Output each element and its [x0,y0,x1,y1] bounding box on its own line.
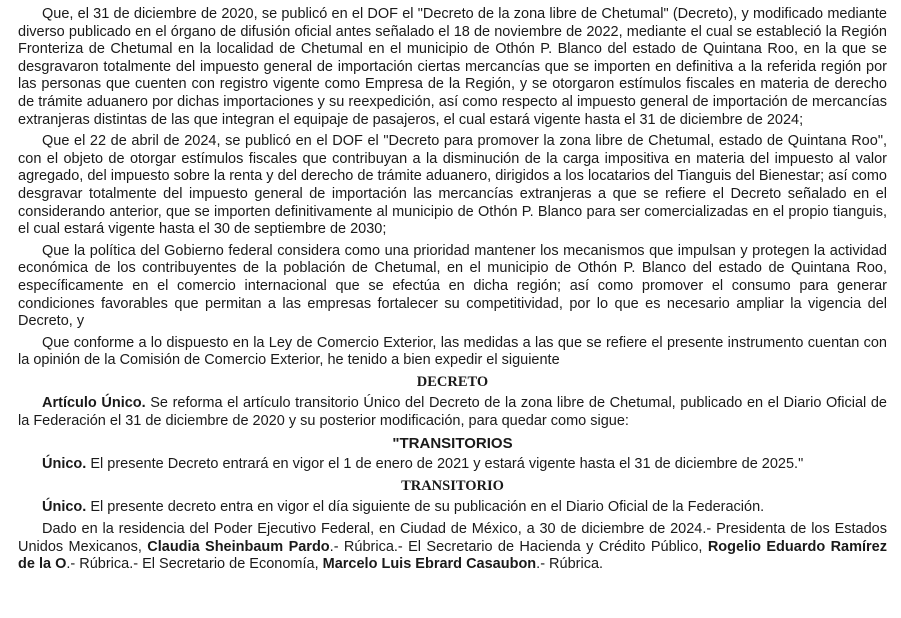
closing-text-1: Dado en la residencia del Poder Ejecutivo Federal, en Ciudad de México, a 30 de diciembre de 2024.- Presidenta de los Estados Unidos Mexicanos, [18,521,887,555]
closing-text-4: .- Rúbrica. [536,556,604,573]
articulo-unico-label: Artículo Único. [42,395,146,412]
considerando-1: Que, el 31 de diciembre de 2020, se publicó en el DOF el "Decreto de la zona libre de Chetumal" (Decreto), y modificado mediante diverso publicado en el órgano de difusión oficial antes señalado el 18 de noviembre de 2022, mediante el cual se estableció la Región Fronteriza de Chetumal en la localidad de Chetumal en el municipio de Othón P. Blanco del estado de Quintana Roo, en la que se desgravaron totalmente del impuesto general de importación ciertas mercancías que se importen en definitiva a la referida región por las personas que cuenten con registro vigente como Empresa de la Región, y se otorgaron estímulos fiscales en materia de derecho de trámite aduanero por dichas importaciones y su reexpedición, así como respecto al impuesto general de importación de mercancías extranjeras distintas de las que integran el equipaje de pasajeros, el cual estará vigente hasta el 31 de diciembre de 2024; [18,6,887,128]
considerando-4: Que conforme a lo dispuesto en la Ley de Comercio Exterior, las medidas a las que se refiere el presente instrumento cuentan con la opinión de la Comisión de Comercio Exterior, he tenido a bien expedir el siguiente [18,334,887,369]
unico-final-text: El presente decreto entra en vigor el día siguiente de su publicación en el Diario Oficial de la Federación. [86,499,765,516]
considerando-3: Que la política del Gobierno federal considera como una prioridad mantener los mecanismos que impulsan y protegen la actividad económica de los contribuyentes de la población de Chetumal, en el municipio de Othón P. Blanco del estado de Quintana Roo, específicamente en el comercio internacional que se efectúa en dicha región; así como promover el consumo para generar condiciones favorables que permitan a las empresas fortalecer su competitividad, por lo que es necesario ampliar la vigencia del Decreto, y [18,242,887,330]
articulo-unico-paragraph [18,395,887,430]
unico-quoted-text: El presente Decreto entrará en vigor el 1 de enero de 2021 y estará vigente hasta el 31 de diciembre de 2025." [86,456,804,473]
document-body [18,6,887,578]
articulo-unico-text: Se reforma el artículo transitorio Único del Decreto de la zona libre de Chetumal, publicado en el Diario Oficial de la Federación el 31 de diciembre de 2020 y su posterior modificación, para quedar como sigue: [18,395,887,430]
closing-paragraph [18,521,887,574]
considerando-2: Que el 22 de abril de 2024, se publicó en el DOF el "Decreto para promover la zona libre de Chetumal, estado de Quintana Roo", con el objeto de otorgar estímulos fiscales que contribuyan a la disminución de la carga impositiva en materia del impuesto al valor agregado, del impuesto sobre la renta y del derecho de trámite aduanero, dirigidos a los locatarios del Tianguis del Bienestar; así como desgravar totalmente del impuesto general de importación las mercancías extranjeras a que se refiere el Decreto señalado en el considerando anterior, que se importen definitivamente al municipio de Othón P. Blanco para ser comercializadas en el propio tianguis, el cual estará vigente hasta el 30 de septiembre de 2030; [18,133,887,238]
heading-decreto: DECRETO [416,373,489,390]
signatory-president: Claudia Sheinbaum Pardo [147,538,330,555]
unico-final-paragraph [18,499,887,517]
heading-transitorio: TRANSITORIO [401,477,504,494]
closing-text-2: .- Rúbrica.- El Secretario de Hacienda y Crédito Público, [329,538,708,555]
closing-text-3: .- Rúbrica.- El Secretario de Economía, [66,556,323,573]
unico-quoted-label: Único. [42,456,87,473]
unico-final-label: Único. [42,499,87,516]
heading-transitorios: "TRANSITORIOS [392,434,513,452]
signatory-economia: Marcelo Luis Ebrard Casaubon [322,556,537,573]
unico-quoted-paragraph [18,456,887,474]
signatory-hacienda: Rogelio Eduardo Ramírez de la O [18,538,887,573]
